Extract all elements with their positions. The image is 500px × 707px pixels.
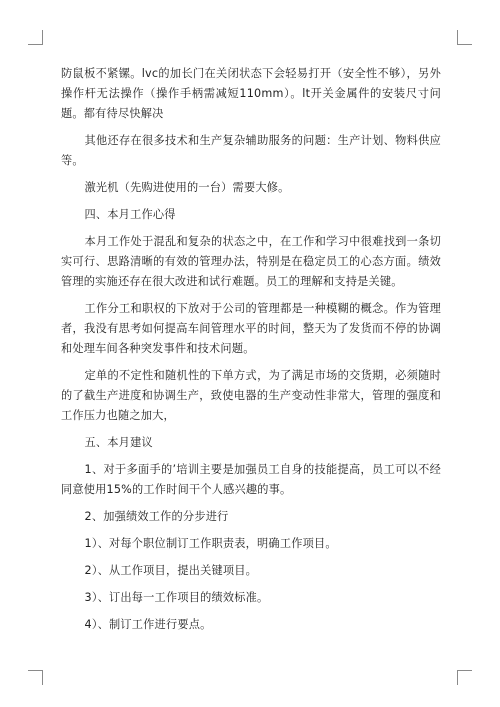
paragraph-delegation: 工作分工和职权的下放对于公司的管理都是一种模糊的概念。作为管理者，我没有思考如何提高车间管理水平的时间，整天为了发货而不停的协调和处理车间各种突发事件和技术问题。 (61, 302, 441, 355)
crop-mark-top-left (28, 30, 43, 45)
paragraph-orders: 定单的不定性和随机性的下单方式，为了满足市场的交货期，必须随时的了截生产进度和协调生产，致使电器的生产变动性非常大，管理的强度和工作压力也随之加大， (61, 369, 441, 422)
paragraph-laser-machine: 激光机（先购进使用的一台）需要大修。 (84, 181, 290, 194)
paragraph-chaos-state: 本月工作处于混乱和复杂的状态之中，在工作和学习中很难找到一条切实可行、思路清晰的有效的管理办法，特别是在稳定员工的心态方面。绩效管理的实施还存在很大改进和试行难题。员工的理解和支持是关键。 (61, 235, 441, 288)
paragraph-suggestion-1: 1、对于多面手的’培训主要是加强员工自身的技能提高，员工可以不经同意使用15%的工作时间干个人感兴趣的事。 (61, 463, 441, 496)
paragraph-other-issues: 其他还存在很多技术和生产复杂辅助服务的问题：生产计划、物料供应等。 (61, 134, 441, 167)
crop-mark-bottom-right (457, 670, 472, 685)
paragraph-step-2: 2）、从工作项目，提出关键项目。 (84, 564, 258, 577)
paragraph-suggestion-2: 2、加强绩效工作的分步进行 (84, 510, 229, 523)
crop-mark-bottom-left (28, 670, 43, 685)
document-body (61, 64, 441, 642)
paragraph-step-3: 3）、订出每一工作项目的绩效标准。 (84, 591, 269, 604)
crop-mark-top-right (457, 30, 472, 45)
section-heading-suggestions: 五、本月建议 (84, 436, 153, 449)
paragraph-step-1: 1）、对每个职位制订工作职责表，明确工作项目。 (84, 537, 337, 550)
paragraph-step-4: 4）、制订工作进行要点。 (84, 618, 212, 631)
paragraph-safety-issues: 防鼠板不紧镙。lvc的加长门在关闭状态下会轻易打开（安全性不够），另外操作杆无法操作（操作手柄需减短110mm）。lt开关金属件的安装尺寸问题。都有待尽快解决 (61, 67, 441, 120)
section-heading-experience: 四、本月工作心得 (84, 208, 176, 221)
